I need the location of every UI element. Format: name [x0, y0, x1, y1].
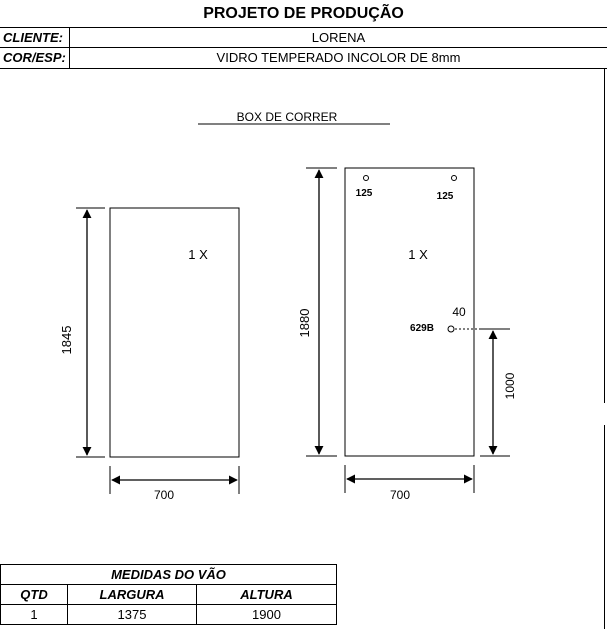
left-width-label: 700	[153, 488, 175, 502]
handle-label: 629B	[410, 323, 434, 334]
hole-right-label: 125	[436, 191, 454, 202]
header-altura: ALTURA	[197, 585, 337, 605]
cell-qtd: 1	[1, 605, 68, 625]
hole-left-label: 125	[355, 188, 373, 199]
measures-table	[0, 564, 337, 625]
right-width-label: 700	[389, 488, 411, 502]
cell-largura: 1375	[68, 605, 197, 625]
hole-left-icon	[364, 176, 369, 181]
measures-title: MEDIDAS DO VÃO	[1, 565, 337, 585]
right-height-label: 1880	[297, 308, 312, 338]
header-qtd: QTD	[1, 585, 68, 605]
color-value: VIDRO TEMPERADO INCOLOR DE 8mm	[216, 50, 461, 65]
left-height-label: 1845	[59, 325, 74, 355]
drawing-subtitle: BOX DE CORRER	[236, 110, 338, 124]
client-value: LORENA	[311, 30, 366, 45]
left-panel-qty: 1 X	[188, 247, 208, 262]
project-title: PROJETO DE PRODUÇÃO	[203, 5, 404, 22]
color-label: COR/ESP:	[0, 48, 70, 68]
header-largura: LARGURA	[68, 585, 197, 605]
handle-hole-icon	[448, 326, 454, 332]
left-glass-panel	[110, 208, 239, 457]
hole-right-icon	[452, 176, 457, 181]
client-label: CLIENTE:	[0, 28, 70, 48]
cell-altura: 1900	[197, 605, 337, 625]
right-panel-qty: 1 X	[408, 247, 428, 262]
handle-offset-label: 40	[452, 305, 466, 319]
handle-height-label: 1000	[503, 372, 517, 400]
